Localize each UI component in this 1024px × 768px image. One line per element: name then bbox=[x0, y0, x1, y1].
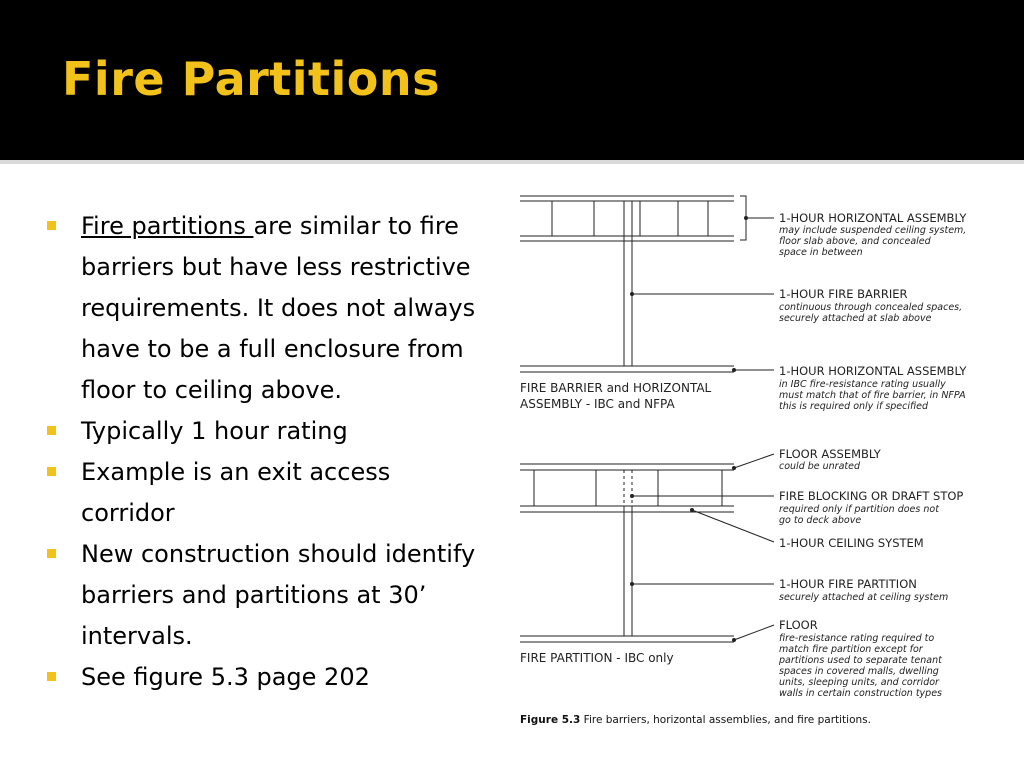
bullet-square-icon bbox=[47, 426, 56, 435]
callout-note: could be unrated bbox=[779, 461, 861, 472]
callout-floor-assembly-label: FLOOR ASSEMBLY bbox=[779, 447, 881, 461]
callout-fire-barrier-label: 1-HOUR FIRE BARRIER bbox=[779, 287, 908, 301]
figure-caption bbox=[520, 714, 871, 726]
callout-note: required only if partition does not bbox=[779, 504, 939, 515]
bullet-item bbox=[44, 657, 484, 698]
bullet-item bbox=[44, 411, 484, 452]
callout-fire-blocking-label: FIRE BLOCKING OR DRAFT STOP bbox=[779, 489, 964, 503]
callout-note: match fire partition except for bbox=[779, 644, 923, 655]
callout-note: units, sleeping units, and corridor bbox=[779, 677, 939, 688]
callout-note: securely attached at ceiling system bbox=[779, 592, 949, 603]
callout-note: may include suspended ceiling system, bbox=[779, 225, 967, 236]
bottom-diagram-drawing bbox=[520, 454, 774, 642]
bullet-square-icon bbox=[47, 672, 56, 681]
callout-note: securely attached at slab above bbox=[779, 313, 932, 324]
callout-note: fire-resistance rating required to bbox=[779, 633, 935, 644]
title-bar bbox=[0, 0, 1024, 160]
callout-note: continuous through concealed spaces, bbox=[779, 302, 963, 313]
callout-note: this is required only if specified bbox=[779, 401, 929, 412]
bullet-text: are similar to fire barriers but have less restrictive requirements. It does not always have to be a full enclosure from floor to ceiling above. bbox=[81, 212, 476, 404]
callout-note: spaces in covered malls, dwelling bbox=[779, 666, 939, 677]
callout-note: must match that of fire barrier, in NFPA bbox=[779, 390, 966, 401]
callout-note: go to deck above bbox=[779, 515, 862, 526]
bullet-square-icon bbox=[47, 549, 56, 558]
top-diagram-title-line2: ASSEMBLY - IBC and NFPA bbox=[520, 397, 675, 411]
callout-note: space in between bbox=[779, 247, 863, 258]
figure-5-3 bbox=[512, 188, 1012, 733]
bullet-underlined-term: Fire partitions bbox=[81, 212, 254, 240]
bullet-item bbox=[44, 452, 484, 534]
slide-title: Fire Partitions bbox=[62, 52, 441, 106]
bullet-text: Example is an exit access corridor bbox=[81, 458, 391, 527]
bullet-list bbox=[44, 206, 484, 698]
bottom-diagram-title: FIRE PARTITION - IBC only bbox=[520, 651, 674, 665]
callout-horizontal-assembly-label: 1-HOUR HORIZONTAL ASSEMBLY bbox=[779, 211, 967, 225]
bullet-square-icon bbox=[47, 221, 56, 230]
bullet-text: New construction should identify barriers and partitions at 30’ intervals. bbox=[81, 540, 476, 650]
bullet-item bbox=[44, 534, 484, 657]
callout-horizontal-assembly-label: 1-HOUR HORIZONTAL ASSEMBLY bbox=[779, 364, 967, 378]
bullet-text: Typically 1 hour rating bbox=[81, 417, 348, 445]
callout-note: in IBC fire-resistance rating usually bbox=[779, 379, 946, 390]
figure-caption-text: Fire barriers, horizontal assemblies, and fire partitions. bbox=[580, 714, 871, 726]
bullet-square-icon bbox=[47, 467, 56, 476]
section-diagram bbox=[512, 188, 1012, 733]
bottom-leader-dots bbox=[630, 466, 736, 642]
callout-note: walls in certain construction types bbox=[779, 688, 942, 699]
top-diagram-title-line1: FIRE BARRIER and HORIZONTAL bbox=[520, 381, 712, 395]
slide-content bbox=[0, 164, 1024, 768]
callout-fire-partition-label: 1-HOUR FIRE PARTITION bbox=[779, 577, 917, 591]
top-diagram-drawing bbox=[520, 196, 774, 372]
callout-floor-label: FLOOR bbox=[779, 618, 818, 632]
bullet-text: See figure 5.3 page 202 bbox=[81, 663, 370, 691]
callout-note: partitions used to separate tenant bbox=[779, 655, 942, 666]
callout-note: floor slab above, and concealed bbox=[779, 236, 931, 247]
callout-ceiling-system-label: 1-HOUR CEILING SYSTEM bbox=[779, 536, 924, 550]
bullet-item bbox=[44, 206, 484, 411]
figure-caption-number: Figure 5.3 bbox=[520, 714, 581, 726]
